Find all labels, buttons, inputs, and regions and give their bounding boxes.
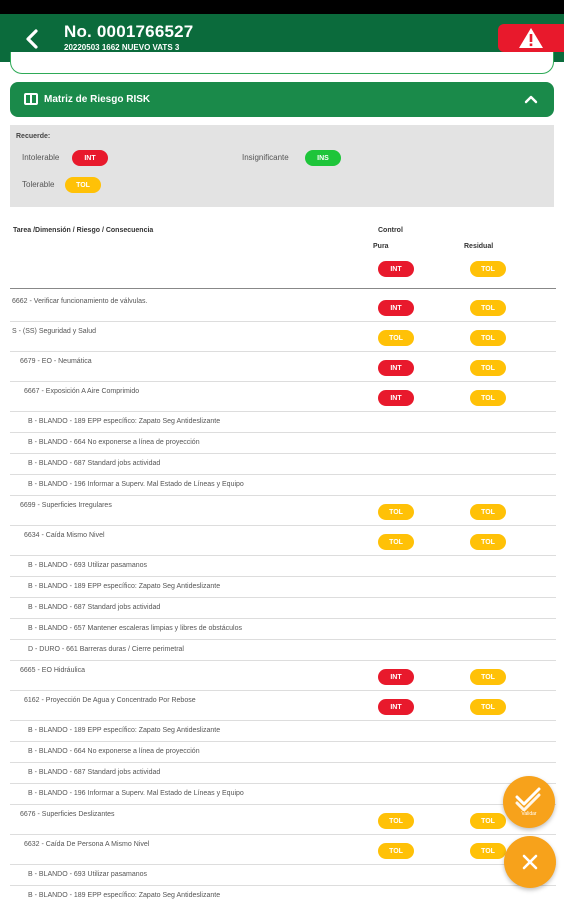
pura-badge: TOL bbox=[378, 534, 414, 550]
pura-badge: TOL bbox=[378, 813, 414, 829]
table-row bbox=[10, 556, 556, 577]
table-row bbox=[10, 661, 556, 691]
residual-badge: TOL bbox=[470, 843, 506, 859]
table-row bbox=[10, 322, 556, 352]
validate-button[interactable] bbox=[503, 776, 555, 828]
pura-badge: INT bbox=[378, 300, 414, 316]
row-label: B - BLANDO - 189 EPP específico: Zapato Seg Antideslizante bbox=[28, 583, 221, 590]
row-label: D - DURO - 661 Barreras duras / Cierre perimetral bbox=[28, 646, 184, 653]
grid-icon bbox=[24, 93, 38, 105]
status-bar bbox=[0, 0, 564, 14]
close-button[interactable] bbox=[504, 836, 556, 888]
table-row bbox=[10, 454, 556, 475]
legend-label-intolerable: Intolerable bbox=[22, 153, 60, 162]
validate-label: Validar bbox=[521, 811, 537, 817]
table-row bbox=[10, 475, 556, 496]
row-label: 6667 - Exposición A Aire Comprimido bbox=[24, 388, 140, 395]
pura-badge: INT bbox=[378, 699, 414, 715]
row-label: B - BLANDO - 189 EPP específico: Zapato Seg Antideslizante bbox=[28, 418, 221, 425]
section-title: Matriz de Riesgo RISK bbox=[44, 94, 151, 105]
table-row bbox=[10, 835, 556, 865]
column-header-task: Tarea /Dimensión / Riesgo / Consecuencia bbox=[13, 227, 154, 234]
table-row bbox=[10, 352, 556, 382]
legend-label-tolerable: Tolerable bbox=[22, 180, 55, 189]
row-label: 6662 - Verificar funcionamiento de válvulas. bbox=[12, 298, 148, 305]
pura-badge: TOL bbox=[378, 504, 414, 520]
alert-button[interactable] bbox=[498, 24, 564, 52]
legend-heading: Recuerde: bbox=[16, 133, 51, 140]
column-header-pura: Pura bbox=[373, 243, 389, 250]
pura-badge: TOL bbox=[378, 843, 414, 859]
residual-badge: TOL bbox=[470, 504, 506, 520]
risk-matrix-header[interactable] bbox=[10, 82, 554, 117]
close-icon bbox=[521, 853, 539, 871]
table-row bbox=[10, 865, 556, 886]
column-header-control: Control bbox=[378, 227, 403, 234]
table-row bbox=[10, 886, 556, 900]
pura-badge: INT bbox=[378, 360, 414, 376]
row-label: B - BLANDO - 664 No exponerse a línea de proyección bbox=[28, 748, 200, 755]
row-label: B - BLANDO - 664 No exponerse a línea de proyección bbox=[28, 439, 200, 446]
residual-badge: TOL bbox=[470, 390, 506, 406]
row-label: 6162 - Proyección De Agua y Concentrado Por Rebose bbox=[24, 697, 196, 704]
header-badge-residual: TOL bbox=[470, 261, 506, 277]
table-row bbox=[10, 805, 556, 835]
check-icon bbox=[515, 785, 543, 811]
table-row bbox=[10, 691, 556, 721]
row-label: 6699 - Superficies Irregulares bbox=[20, 502, 112, 509]
legend-badge-tol: TOL bbox=[65, 177, 101, 193]
residual-badge: TOL bbox=[470, 534, 506, 550]
table-row bbox=[10, 598, 556, 619]
row-label: B - BLANDO - 687 Standard jobs actividad bbox=[28, 769, 161, 776]
table-row bbox=[10, 382, 556, 412]
table-row bbox=[10, 784, 556, 805]
page-title: No. 0001766527 bbox=[64, 22, 194, 41]
table-row bbox=[10, 496, 556, 526]
row-label: 6632 - Caída De Persona A Mismo Nivel bbox=[24, 841, 150, 848]
row-label: B - BLANDO - 196 Informar a Superv. Mal Estado de Líneas y Equipo bbox=[28, 790, 244, 797]
row-label: B - BLANDO - 693 Utilizar pasamanos bbox=[28, 562, 148, 569]
legend-label-insignificante: Insignificante bbox=[242, 153, 289, 162]
legend-badge-ins: INS bbox=[305, 150, 341, 166]
pura-badge: INT bbox=[378, 669, 414, 685]
residual-badge: TOL bbox=[470, 330, 506, 346]
row-label: B - BLANDO - 189 EPP específico: Zapato Seg Antideslizante bbox=[28, 892, 221, 899]
column-header-residual: Residual bbox=[464, 243, 494, 250]
back-arrow-icon bbox=[24, 29, 40, 49]
residual-badge: TOL bbox=[470, 669, 506, 685]
table-row bbox=[10, 619, 556, 640]
row-label: 6676 - Superficies Deslizantes bbox=[20, 811, 115, 818]
table-row bbox=[10, 292, 556, 322]
row-label: B - BLANDO - 196 Informar a Superv. Mal Estado de Líneas y Equipo bbox=[28, 481, 244, 488]
table-row bbox=[10, 742, 556, 763]
residual-badge: TOL bbox=[470, 699, 506, 715]
row-label: 6665 - EO Hidráulica bbox=[20, 667, 85, 674]
legend-badge-int: INT bbox=[72, 150, 108, 166]
table-row bbox=[10, 763, 556, 784]
page-subtitle: 20220503 1662 NUEVO VATS 3 bbox=[64, 43, 180, 52]
header-badge-pura: INT bbox=[378, 261, 414, 277]
row-label: 6679 - EO - Neumática bbox=[20, 358, 92, 365]
back-button[interactable] bbox=[14, 24, 50, 54]
previous-card bbox=[10, 52, 554, 74]
row-label: B - BLANDO - 687 Standard jobs actividad bbox=[28, 460, 161, 467]
row-label: B - BLANDO - 657 Mantener escaleras limpias y libres de obstáculos bbox=[28, 625, 242, 632]
table-row bbox=[10, 721, 556, 742]
residual-badge: TOL bbox=[470, 360, 506, 376]
pura-badge: INT bbox=[378, 390, 414, 406]
table-row bbox=[10, 412, 556, 433]
pura-badge: TOL bbox=[378, 330, 414, 346]
residual-badge: TOL bbox=[470, 813, 506, 829]
warning-icon bbox=[518, 27, 544, 49]
table-row bbox=[10, 526, 556, 556]
legend-panel bbox=[10, 125, 554, 207]
table-row bbox=[10, 640, 556, 661]
row-label: 6634 - Caída Mismo Nivel bbox=[24, 532, 105, 539]
header-divider bbox=[10, 288, 556, 289]
table-row bbox=[10, 577, 556, 598]
residual-badge: TOL bbox=[470, 300, 506, 316]
row-label: B - BLANDO - 687 Standard jobs actividad bbox=[28, 604, 161, 611]
row-label: B - BLANDO - 189 EPP específico: Zapato Seg Antideslizante bbox=[28, 727, 221, 734]
row-label: B - BLANDO - 693 Utilizar pasamanos bbox=[28, 871, 148, 878]
chevron-up-icon[interactable] bbox=[524, 92, 538, 106]
row-label: S - (SS) Seguridad y Salud bbox=[12, 328, 97, 335]
table-row bbox=[10, 433, 556, 454]
